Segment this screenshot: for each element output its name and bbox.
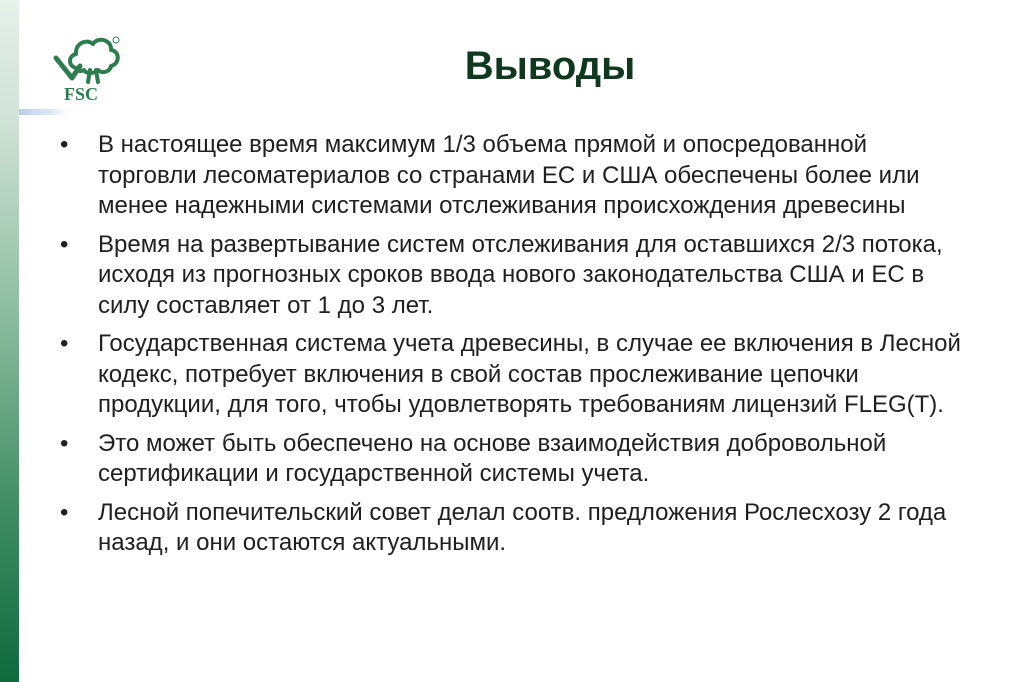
bullet-item-1 xyxy=(60,130,965,222)
bullet-marker: • xyxy=(60,131,69,158)
bullet-item-4 xyxy=(60,429,965,490)
bullet-item-3 xyxy=(60,329,965,421)
fsc-logo xyxy=(50,28,130,108)
bullet-text: Время на развертывание систем отслеживания для оставшихся 2/3 потока, исходя из прогнозных сроков ввода нового законодательства США и ЕС в силу составляет от 1 до 3 лет. xyxy=(98,230,943,319)
bullet-text: Государственная система учета древесины, в случае ее включения в Лесной кодекс, потребует включения в свой состав прослеживание цепочки продукции, для того, чтобы удовлетворять требованиям лицензий FLEG(T). xyxy=(98,330,961,418)
bullet-marker: • xyxy=(60,230,69,258)
bullet-text: Это может быть обеспечено на основе взаимодействия добровольной сертификации и государственной системы учета. xyxy=(98,429,887,487)
left-decorative-bar xyxy=(0,0,19,682)
bullet-list xyxy=(60,130,965,567)
bullet-marker: • xyxy=(60,498,69,526)
header-accent-line xyxy=(19,109,69,115)
bullet-text: В настоящее время максимум 1/3 объема прямой и опосредованной торговли лесоматериалов со странами ЕС и США обеспечены более или менее надежными системами отслеживания происхождения древесины xyxy=(98,131,920,219)
bullet-item-5 xyxy=(60,498,965,559)
bullet-item-2 xyxy=(60,230,965,322)
bullet-text: Лесной попечительский совет делал соотв. предложения Рослесхозу 2 года назад, и они остаются актуальными. xyxy=(98,498,947,556)
fsc-logo-text: FSC xyxy=(64,84,99,104)
bullet-marker: • xyxy=(60,330,69,357)
fsc-tree-checkmark-icon xyxy=(50,28,130,108)
bullet-marker: • xyxy=(60,429,69,457)
slide-title: Выводы xyxy=(464,44,636,88)
